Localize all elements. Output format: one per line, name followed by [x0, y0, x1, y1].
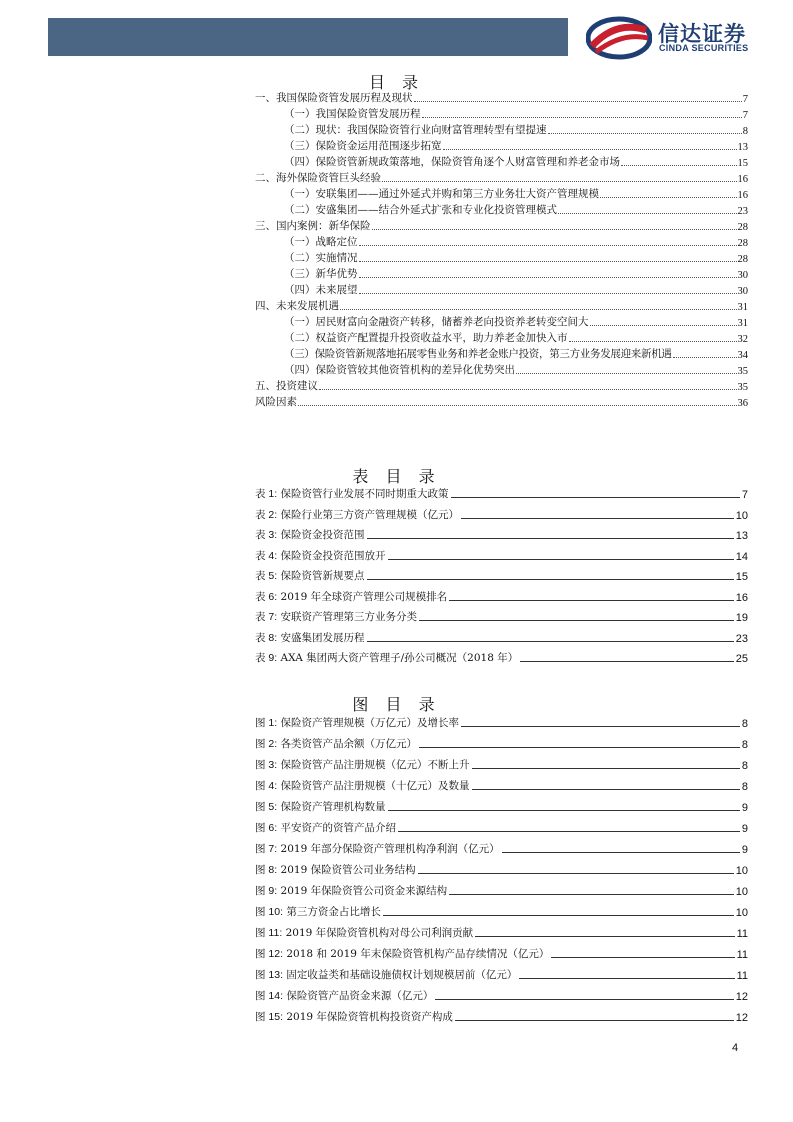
toc-entry[interactable]: （四）保险资管较其他资管机构的差异化优势突出 35 [284, 364, 748, 377]
toc-entry[interactable]: （三）新华优势 30 [284, 268, 748, 281]
toc-entry[interactable]: （二）现状：我国保险资管行业向财富管理转型有望提速 8 [284, 124, 748, 137]
toc-entry[interactable]: （一）安联集团——通过外延式并购和第三方业务壮大资产管理规模 16 [284, 188, 748, 201]
table-entry[interactable]: 表 2: 保险行业第三方资产管理规模（亿元） 10 [255, 508, 748, 522]
toc-entry[interactable]: （一）我国保险资管发展历程 7 [284, 108, 748, 121]
toc-entry[interactable]: 四、未来发展机遇 31 [255, 300, 748, 313]
table-entry[interactable]: 表 7: 安联资产管理第三方业务分类 19 [255, 611, 748, 624]
figure-entry[interactable]: 图 12: 2018 和 2019 年末保险资管机构产品存续情况（亿元） 11 [255, 948, 748, 961]
toc-entry[interactable]: 二、海外保险资管巨头经验 16 [255, 172, 748, 185]
toc-entry[interactable]: （三）保险资金运用范围逐步拓宽 13 [284, 140, 748, 153]
figure-entry[interactable]: 图 1: 保险资产管理规模（万亿元）及增长率 8 [255, 717, 748, 730]
table-entry[interactable]: 表 3: 保险资金投资范围 13 [255, 529, 748, 542]
toc-entry[interactable]: 风险因素 36 [255, 396, 748, 409]
logo-emblem-icon [586, 16, 652, 60]
figure-entry[interactable]: 图 15: 2019 年保险资管机构投资资产构成 12 [255, 1011, 748, 1024]
table-entry[interactable]: 表 4: 保险资金投资范围放开 14 [255, 549, 748, 563]
figure-list-title: 图 目 录 [352, 695, 441, 714]
toc-entry[interactable]: （四）未来展望 30 [284, 284, 748, 297]
figure-entry[interactable]: 图 8: 2019 保险资管公司业务结构 10 [255, 864, 748, 877]
figure-entry[interactable]: 图 11: 2019 年保险资管机构对母公司利润贡献 11 [255, 927, 748, 940]
table-list-title: 表 目 录 [352, 467, 441, 486]
toc-entry[interactable]: （三）保险资管新规落地拓展零售业务和养老金账户投资，第三方业务发展迎来新机遇 34 [284, 348, 748, 361]
figure-entry[interactable]: 图 6: 平安资产的资管产品介绍 9 [255, 822, 748, 835]
toc-entry[interactable]: （四）保险资管新规政策落地，保险资管角逐个人财富管理和养老金市场 15 [284, 156, 748, 169]
company-logo [586, 16, 786, 60]
figure-entry[interactable]: 图 13: 固定收益类和基础设施债权计划规模居前（亿元） 11 [255, 969, 748, 982]
page-number: 4 [732, 1042, 739, 1054]
figure-entry[interactable]: 图 10: 第三方资金占比增长 10 [255, 906, 748, 919]
logo-english-name: CINDA SECURITIES [659, 43, 749, 53]
table-entry[interactable]: 表 6: 2019 年全球资产管理公司规模排名 16 [255, 590, 748, 604]
toc-title: 目 录 [368, 73, 425, 92]
figure-entry[interactable]: 图 9: 2019 年保险资管公司资金来源结构 10 [255, 885, 748, 898]
toc-entry[interactable]: （二）实施情况 28 [284, 252, 748, 265]
toc-entry[interactable]: （二）安盛集团——结合外延式扩张和专业化投资管理模式 23 [284, 204, 748, 217]
toc-entry[interactable]: （一）居民财富向金融资产转移，储蓄养老向投资养老转变空间大 31 [284, 316, 748, 329]
logo-chinese-name: 信达证券 [658, 22, 746, 46]
toc-entry[interactable]: 三、国内案例：新华保险 28 [255, 220, 748, 233]
figure-entry[interactable]: 图 5: 保险资产管理机构数量 9 [255, 801, 748, 814]
figure-entry[interactable]: 图 2: 各类资管产品余额（万亿元） 8 [255, 738, 748, 751]
figure-entry[interactable]: 图 3: 保险资管产品注册规模（亿元）不断上升 8 [255, 759, 748, 772]
figure-entry[interactable]: 图 7: 2019 年部分保险资产管理机构净利润（亿元） 9 [255, 843, 748, 856]
toc-entry[interactable]: 五、投资建议 35 [255, 380, 748, 393]
table-entry[interactable]: 表 5: 保险资管新规要点 15 [255, 570, 748, 583]
toc-entry[interactable]: （一）战略定位 28 [284, 236, 748, 249]
toc-entry[interactable]: 一、我国保险资管发展历程及现状 7 [255, 92, 748, 105]
figure-entry[interactable]: 图 14: 保险资管产品资金来源（亿元） 12 [255, 990, 748, 1003]
table-entry[interactable]: 表 1: 保险资管行业发展不同时期重大政策 7 [255, 488, 748, 501]
table-entry[interactable]: 表 9: AXA 集团两大资产管理子/孙公司概况（2018 年） 25 [255, 652, 748, 665]
header-banner [48, 18, 568, 56]
toc-entry[interactable]: （二）权益资产配置提升投资收益水平，助力养老金加快入市 32 [284, 332, 748, 345]
table-entry[interactable]: 表 8: 安盛集团发展历程 23 [255, 631, 748, 645]
figure-entry[interactable]: 图 4: 保险资管产品注册规模（十亿元）及数量 8 [255, 780, 748, 793]
